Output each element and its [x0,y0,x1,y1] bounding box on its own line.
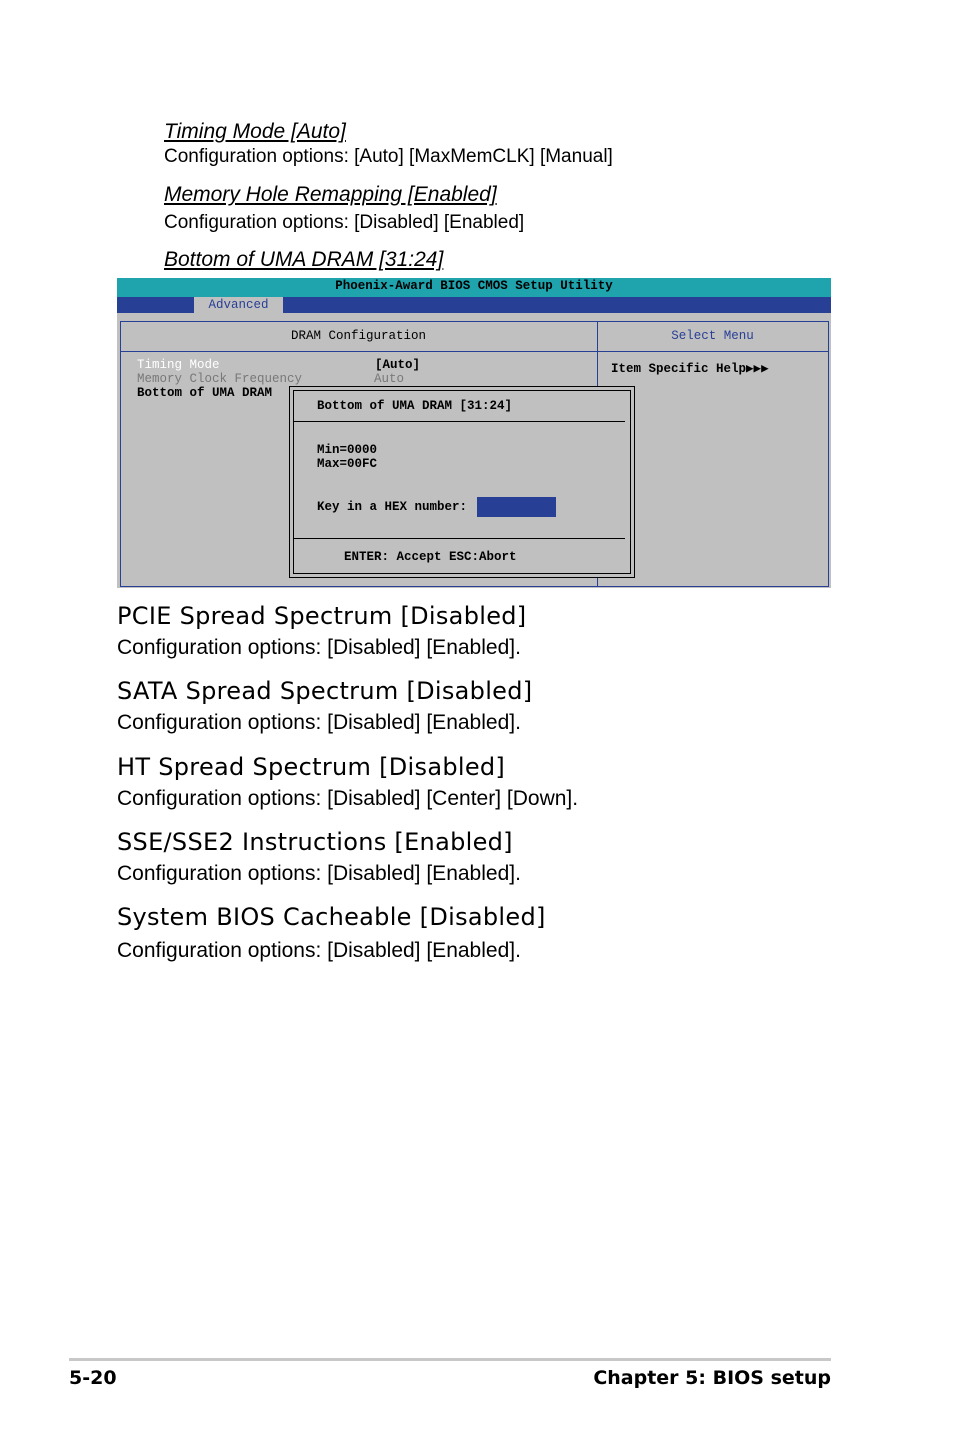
select-menu-title: Select Menu [671,329,754,343]
ht-spread-spectrum-options: Configuration options: [Disabled] [Center] [Down]. [117,787,579,810]
bios-title: Phoenix-Award BIOS CMOS Setup Utility [335,279,613,293]
sse-instructions-heading: SSE/SSE2 Instructions [Enabled] [117,828,513,856]
memory-hole-heading: Memory Hole Remapping [Enabled] [164,183,497,206]
memory-clock-frequency-item: Memory Clock Frequency [137,372,303,386]
hex-input-dialog [289,386,635,578]
sse-instructions-options: Configuration options: [Disabled] [Enabled]. [117,862,521,885]
bottom-uma-heading: Bottom of UMA DRAM [31:24] [164,248,444,271]
bios-header-divider [120,351,829,352]
page-number: 5-20 [69,1367,117,1389]
dialog-inner-frame [293,390,631,574]
system-bios-cacheable-options: Configuration options: [Disabled] [Enabled]. [117,939,521,962]
hex-input-field[interactable] [477,497,556,517]
memory-clock-frequency-value: Auto [374,372,405,386]
timing-mode-options: Configuration options: [Auto] [MaxMemCLK] [Manual] [164,146,613,167]
bottom-uma-dram-item[interactable]: Bottom of UMA DRAM [137,386,273,400]
timing-mode-value[interactable]: [Auto] [375,358,421,372]
ht-spread-spectrum-heading: HT Spread Spectrum [Disabled] [117,753,506,781]
dialog-bottom-divider [293,538,625,539]
sata-spread-spectrum-options: Configuration options: [Disabled] [Enabled]. [117,711,521,734]
dialog-top-divider [293,421,625,422]
dialog-key-hints: ENTER: Accept ESC:Abort [344,550,517,564]
bios-screen [117,278,831,588]
tab-advanced[interactable]: Advanced [194,297,283,314]
footer-rule [69,1358,831,1361]
sata-spread-spectrum-heading: SATA Spread Spectrum [Disabled] [117,677,533,705]
memory-hole-options: Configuration options: [Disabled] [Enabled] [164,212,525,233]
hex-prompt: Key in a HEX number: [317,500,468,514]
timing-mode-heading: Timing Mode [Auto] [164,120,346,143]
dram-configuration-title: DRAM Configuration [290,329,427,343]
dialog-max: Max=00FC [317,457,378,471]
dialog-min: Min=0000 [317,443,378,457]
pcie-spread-spectrum-heading: PCIE Spread Spectrum [Disabled] [117,602,527,630]
timing-mode-item[interactable]: Timing Mode [137,358,220,372]
item-specific-help: Item Specific Help▶▶▶ [611,362,769,376]
chapter-title: Chapter 5: BIOS setup [593,1367,831,1389]
dialog-title: Bottom of UMA DRAM [31:24] [317,399,513,413]
system-bios-cacheable-heading: System BIOS Cacheable [Disabled] [117,903,546,931]
pcie-spread-spectrum-options: Configuration options: [Disabled] [Enabled]. [117,636,521,659]
